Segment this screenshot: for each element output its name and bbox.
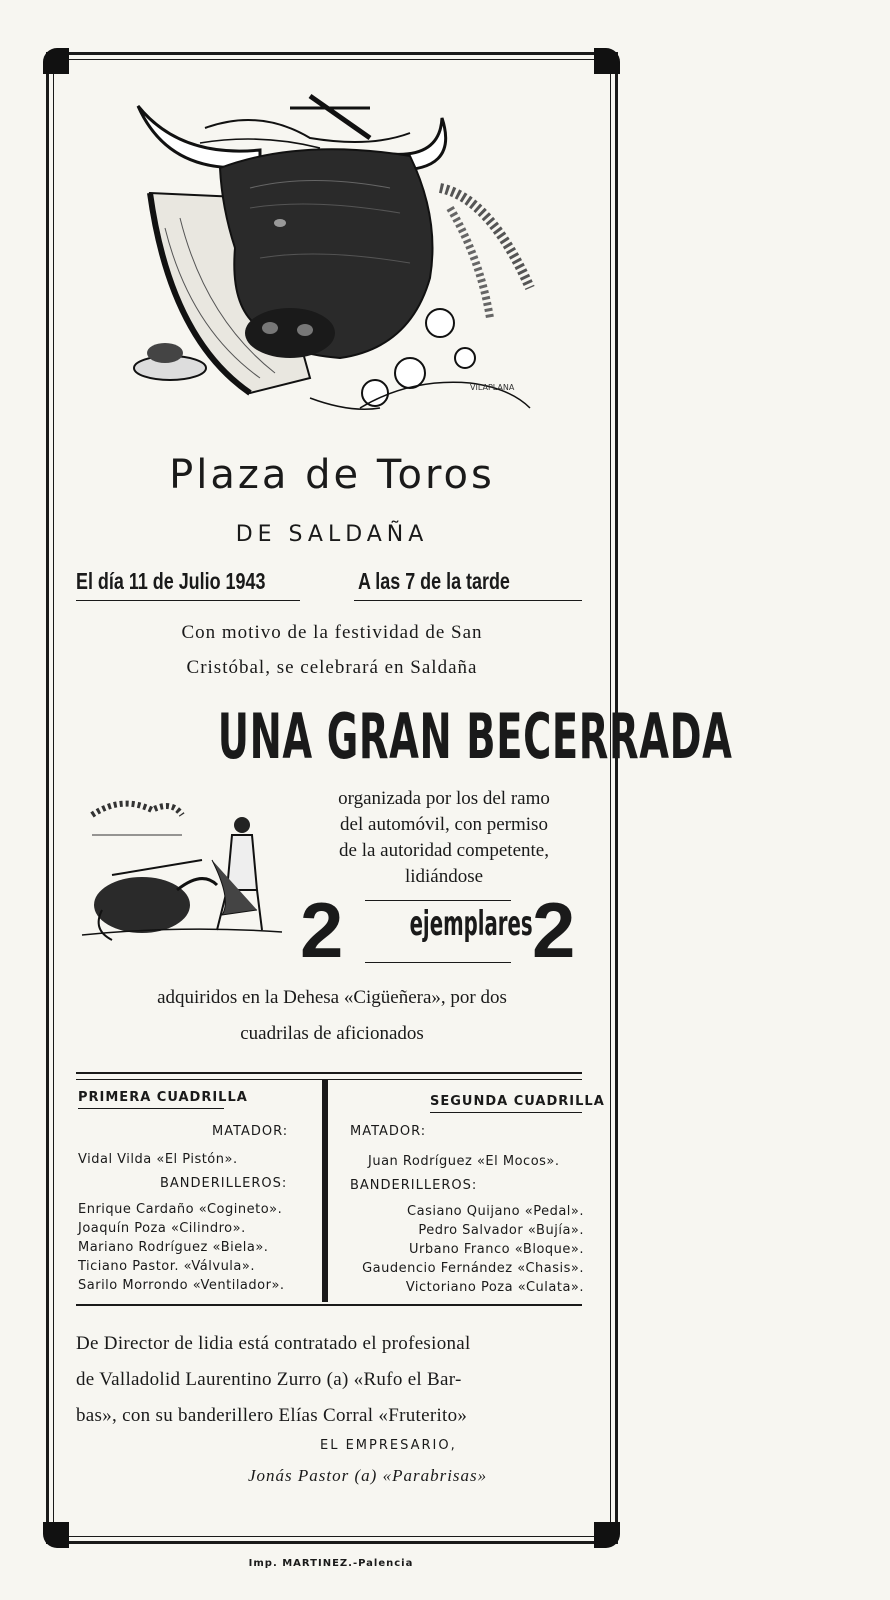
list-item: Mariano Rodríguez «Biela».: [78, 1240, 269, 1255]
event-time: A las 7 de la tarde: [358, 568, 510, 594]
acquired-line-1: adquiridos en la Dehesa «Cigüeñera», por dos: [157, 987, 507, 1008]
corner-ornament-br: [594, 1522, 620, 1548]
segunda-matador-name: Juan Rodríguez «El Mocos».: [368, 1154, 560, 1169]
illustration-signature: VILAPLANA: [470, 383, 515, 392]
corner-ornament-bl: [43, 1522, 69, 1548]
segunda-banderilleros-list: [346, 1202, 584, 1297]
primera-cuadrilla-heading: PRIMERA CUADRILLA: [78, 1090, 248, 1105]
corner-ornament-tr: [594, 48, 620, 74]
intro-line-1: Con motivo de la festividad de San: [181, 622, 483, 643]
empresario-signature: Jonás Pastor (a) «Parabrisas»: [248, 1466, 488, 1485]
poster-headline: [60, 700, 733, 773]
ejemplares-label: [365, 904, 533, 944]
date-underline: [76, 600, 300, 601]
headline-text: UNA GRAN BECERRADA: [217, 700, 733, 773]
org-line: lidiándose: [404, 866, 484, 887]
director-line: De Director de lidia está contratado el profesional: [76, 1333, 471, 1354]
ejemplares-text: ejemplares: [409, 904, 533, 944]
bull-head-illustration: [110, 78, 560, 428]
cuadrillas-rule-bottom: [76, 1304, 582, 1306]
poster-title: Plaza de Toros: [169, 452, 495, 498]
corner-ornament-tl: [43, 48, 69, 74]
intro-line-2: Cristóbal, se celebrará en Saldaña: [186, 657, 478, 678]
cuadrillas-rule-1: [76, 1072, 582, 1074]
list-item: Victoriano Poza «Culata».: [405, 1280, 584, 1295]
director-text: [76, 1326, 586, 1434]
count-right: 2: [532, 886, 576, 974]
list-item: Casiano Quijano «Pedal».: [407, 1204, 584, 1219]
bullfight-vignette: [82, 790, 282, 950]
org-line: de la autoridad competente,: [339, 840, 549, 861]
list-item: Pedro Salvador «Bujía».: [418, 1223, 584, 1238]
ejemplares-rule-top: [365, 900, 511, 901]
primera-heading-underline: [78, 1108, 224, 1109]
event-date: El día 11 de Julio 1943: [76, 568, 266, 594]
list-item: Joaquín Poza «Cilindro».: [78, 1221, 246, 1236]
poster-subtitle: DE SALDAÑA: [235, 522, 429, 547]
segunda-cuadrilla-heading: SEGUNDA CUADRILLA: [430, 1094, 605, 1109]
primera-banderilleros-label: BANDERILLEROS:: [160, 1176, 288, 1191]
org-line: organizada por los del ramo: [338, 788, 550, 809]
cuadrillas-divider: [322, 1080, 328, 1302]
list-item: Gaudencio Fernández «Chasis».: [362, 1261, 584, 1276]
list-item: Enrique Cardaño «Cogineto».: [78, 1202, 283, 1217]
segunda-matador-label: MATADOR:: [350, 1124, 427, 1139]
primera-matador-name: Vidal Vilda «El Pistón».: [78, 1152, 238, 1167]
cuadrillas-rule-2: [76, 1079, 582, 1080]
organization-text: [296, 786, 592, 890]
director-line: de Valladolid Laurentino Zurro (a) «Rufo el Bar-: [76, 1369, 462, 1390]
segunda-banderilleros-label: BANDERILLEROS:: [350, 1178, 478, 1193]
list-item: Ticiano Pastor. «Válvula».: [78, 1259, 255, 1274]
count-left: 2: [300, 886, 344, 974]
empresario-label: EL EMPRESARIO,: [320, 1438, 457, 1453]
org-line: del automóvil, con permiso: [340, 814, 548, 835]
ejemplares-rule-bottom: [365, 962, 511, 963]
list-item: Urbano Franco «Bloque».: [408, 1242, 584, 1257]
segunda-heading-underline: [430, 1112, 582, 1113]
primera-banderilleros-list: [78, 1200, 285, 1295]
list-item: Sarilo Morrondo «Ventilador».: [78, 1278, 285, 1293]
printer-imprint: Imp. MARTINEZ.-Palencia: [248, 1558, 414, 1569]
director-line: bas», con su banderillero Elías Corral «Fruterito»: [76, 1405, 468, 1426]
primera-matador-label: MATADOR:: [212, 1124, 289, 1139]
acquired-line-2: cuadrilas de aficionados: [240, 1023, 424, 1044]
time-underline: [354, 600, 582, 601]
